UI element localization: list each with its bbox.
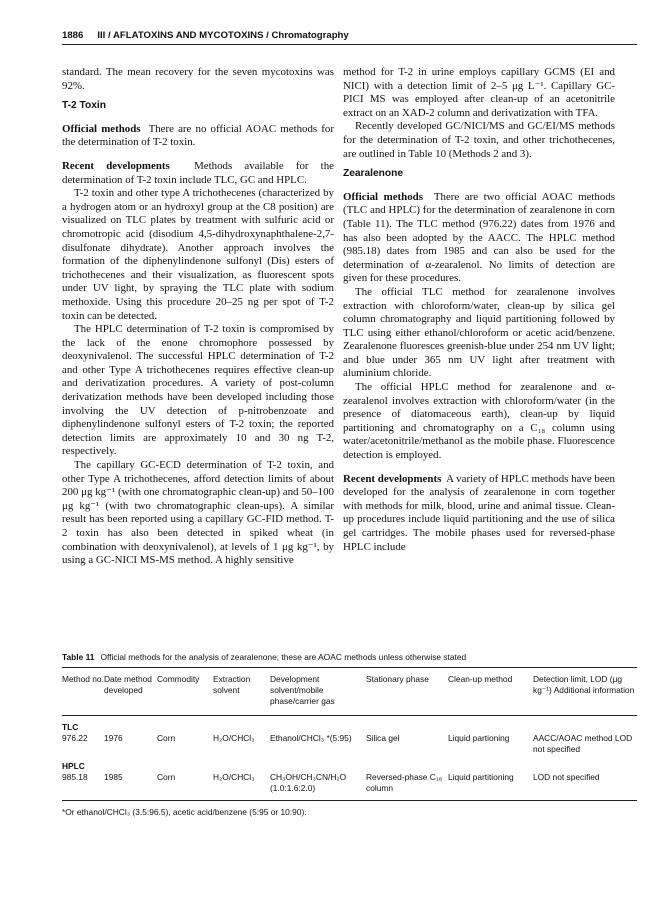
runin-heading: Recent developments <box>62 159 170 172</box>
section-heading-zearalenone: Zearalenone <box>343 168 404 180</box>
paragraph: The capillary GC-ECD determination of T-2 toxin, and other Type A trichothecenes, afford detection limits of about 200 μg kg⁻¹ (with one chromatographic clean-up) and 50–100 μg kg⁻¹ (with two chromatographic clean-ups). A similar result has been reported using a capillary GC-FID method. T-2 toxin has also been detected in spiked wheat (in combination with deoxynivalenol), at levels of 1 μg kg⁻¹, by using a GC-NICI MS-MS method. A highly sensitive <box>62 459 334 567</box>
table-section-label: HPLC <box>62 761 85 771</box>
paragraph-text: Methods available for the determination of T-2 toxin include TLC, GC and HPLC. <box>62 159 334 186</box>
paragraph: The official TLC method for zearalenone involves extraction with chloroform/water, clean-up by silica gel column chromatography and liquid partitioning followed by TLC using either ethanol/chloroform or acetic acid/benzene. Zearalenone fluoresces greenish-blue under 254 nm UV light; and blue under 365 nm UV light after treatment with aluminium chloride. <box>343 285 615 380</box>
paragraph-text: There are no official AOAC methods for the determination of T-2 toxin. <box>62 122 334 149</box>
running-header <box>62 30 637 41</box>
runin-heading: Official methods <box>343 190 423 203</box>
column-header: Method no. <box>62 674 104 684</box>
paragraph-recent-developments <box>343 473 615 555</box>
table-cell: H₂O/CHCl₃ <box>213 772 255 782</box>
column-header: Extraction solvent <box>213 674 251 695</box>
table-cell: 1985 <box>104 772 123 782</box>
column-header: Date method developed <box>104 674 152 695</box>
paragraph: The HPLC determination of T-2 toxin is compromised by the lack of the enone chromophore possessed by deoxynivalenol. The successful HPLC determination of T-2 and other Type A trichothecenes requires effective clean-up and derivatization procedures. A variety of post-column derivatization methods have been developed including those involving the UV detection of p-nitrobenzoate and diphenylindenone sulfonyl esters of T-2 toxin; the reported detection limits are approximately 10 and 30 ng T-2, respectively. <box>62 323 334 458</box>
table-cell: Corn <box>157 772 176 782</box>
runin-heading: Official methods <box>62 122 141 135</box>
column-header: Commodity <box>157 674 200 684</box>
column-header: Clean-up method <box>448 674 513 684</box>
paragraph: T-2 toxin and other type A trichothecenes (characterized by a hydrogen atom or an hydroxyl group at the C8 position) are visualized on TLC plates by treatment with sulfuric acid or chromotropic acid (disodium 4,5-dihydroxynaphthalene-2,7-disulfonate dihydrate). Another approach involves the formation of the diphenylindenone sulfonyl (Dis) esters of trichothecenes and their visualization, as fluorescent spots under UV light, by spraying the TLC plate with sodium methoxide. Using this procedure 20–25 ng per spot of T-2 toxin can be detected. <box>62 187 334 322</box>
paragraph: method for T-2 in urine employs capillary GCMS (EI and NICI) with a detection limit of 2–5 μg L⁻¹. Capillary GC-PICI MS was employed after clean-up of an acetonitrile extract on an XAD-2 column and derivatization with TFA. <box>343 66 615 119</box>
paragraph-official-methods <box>343 191 615 286</box>
left-column <box>62 66 334 568</box>
column-header: Stationary phase <box>366 674 429 684</box>
table-footnote: *Or ethanol/CHCl₃ (3.5:96.5), acetic acid/benzene (5:95 or 10:90). <box>62 807 307 817</box>
table-cell: CH₃OH/CH₃CN/H₂O (1.0:1.6:2.0) <box>270 772 347 793</box>
table-bottom-rule <box>62 800 637 801</box>
table-cell: AACC/AOAC method LOD not specified <box>533 733 633 754</box>
table-header-row <box>62 668 637 715</box>
table-cell: H₂O/CHCl₃ <box>213 733 255 743</box>
right-column <box>343 66 615 554</box>
header-rule <box>62 44 637 45</box>
table-cell: Reversed-phase C₁₈ column <box>366 772 443 793</box>
paragraph-text: A variety of HPLC methods have been developed for the analysis of zearalenone in corn together with methods for milk, blood, urine and animal tissue. Clean-up procedures include liquid partitioning and the use of silica gel cartridges. The mobile phases used for reversed-phase HPLC include <box>343 472 615 553</box>
table-11 <box>62 652 637 818</box>
table-caption <box>62 652 637 663</box>
column-header: Development solvent/mobile phase/carrier gas <box>270 674 335 706</box>
table-row <box>62 733 637 755</box>
table-section-label: TLC <box>62 722 79 732</box>
runin-heading: Recent developments <box>343 472 442 485</box>
table-cell: 1976 <box>104 733 123 743</box>
page-number: 1886 <box>62 30 84 41</box>
running-title: III / AFLATOXINS AND MYCOTOXINS / Chromatography <box>97 30 349 41</box>
table-row <box>62 772 637 794</box>
paragraph-official-methods <box>62 123 334 150</box>
table-caption-text: Official methods for the analysis of zearalenone; these are AOAC methods unless otherwise stated <box>100 652 467 662</box>
paragraph: standard. The mean recovery for the seven mycotoxins was 92%. <box>62 66 334 92</box>
paragraph-text: There are two official AOAC methods (TLC and HPLC) for the determination of zearalenone in corn (Table 11). The TLC method (976.22) dates from 1976 and has also been adopted by the AACC. The HPLC method (985.18) dates from 1985 and can also be used for the determination of α-zearalenol. No limits of detection are given for these procedures. <box>343 190 616 285</box>
table-cell: Corn <box>157 733 176 743</box>
table-cell: Ethanol/CHCl₃ *(5:95) <box>270 733 352 743</box>
paragraph: Recently developed GC/NICI/MS and GC/EI/MS methods for the determination of T-2 toxin, and other trichothecenes, are outlined in Table 10 (Methods 2 and 3). <box>343 120 615 160</box>
table-cell: Liquid partioning <box>448 733 510 743</box>
column-header: Detection limit, LOD (μg kg⁻¹) Additional information <box>533 674 635 695</box>
table-cell: Liquid partitioning <box>448 772 514 782</box>
table-cell: Silica gel <box>366 733 400 743</box>
table-cell: LOD not specified <box>533 772 600 782</box>
table-cell: 985.18 <box>62 772 88 782</box>
paragraph: The official HPLC method for zearalenone and α-zearalenol involves extraction with chloroform/water (in the presence of diatomaceous earth), clean-up by liquid partitioning and chromatography on a C₁₈ column using water/acetonitrile/methanol as the mobile phase. Fluorescence detection is employed. <box>343 381 615 462</box>
paragraph-recent-developments <box>62 160 334 187</box>
table-label: Table 11 <box>62 652 95 662</box>
section-heading-t2-toxin: T-2 Toxin <box>62 100 106 112</box>
table-cell: 976.22 <box>62 733 88 743</box>
